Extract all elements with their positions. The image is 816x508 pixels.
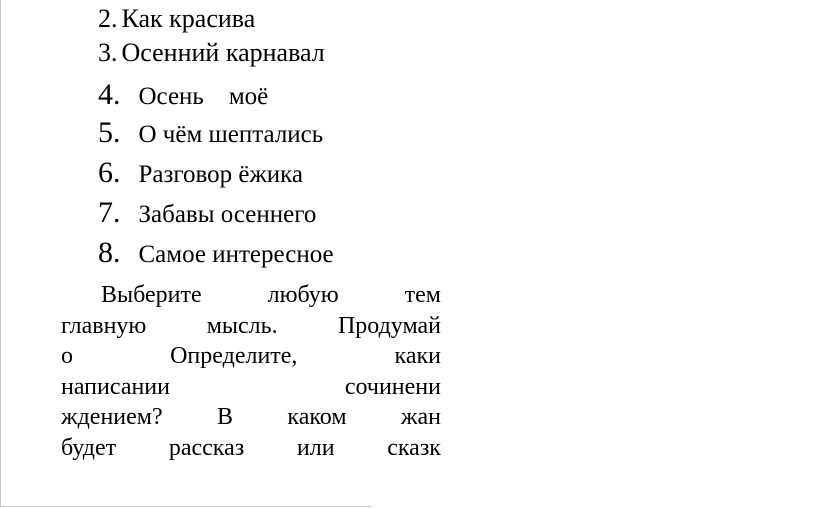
list-item-text: Осенний карнавал xyxy=(121,38,325,67)
word: мысль. xyxy=(206,312,278,339)
list-item-text: Разговор ёжика xyxy=(138,161,304,188)
list-item-text: Осень моё xyxy=(138,83,269,110)
paragraph-line xyxy=(61,402,441,433)
list-item xyxy=(98,236,334,270)
instruction-paragraph xyxy=(61,280,441,463)
list-item-text: Забавы осеннего xyxy=(138,201,317,228)
paragraph-line xyxy=(61,372,441,403)
paragraph-line xyxy=(61,280,441,311)
list-item-number: 4. xyxy=(98,78,121,111)
list-item-number: 5. xyxy=(98,116,121,149)
paragraph-line xyxy=(61,341,441,372)
word: сказк xyxy=(387,434,441,461)
word: Определите, xyxy=(170,343,298,369)
word: В xyxy=(217,404,234,430)
word: написании xyxy=(61,373,170,400)
word: будет xyxy=(61,434,117,461)
list-item xyxy=(98,196,316,230)
list-item-text: Как красива xyxy=(121,4,256,33)
list-item xyxy=(98,38,325,68)
list-item-text: Самое интересное xyxy=(138,241,334,268)
word: главную xyxy=(61,312,147,339)
list-item-number: 6. xyxy=(98,156,121,189)
word: о xyxy=(61,343,73,369)
word: каком xyxy=(287,404,347,430)
word: любую xyxy=(267,282,339,308)
list-item-text: О чём шептались xyxy=(138,121,324,148)
list-item-number: 3. xyxy=(98,38,118,67)
paragraph-line xyxy=(61,433,441,464)
list-item-number: 2. xyxy=(98,4,118,33)
word: Выберите xyxy=(101,282,202,308)
list-item-number: 7. xyxy=(98,196,121,229)
word: сочинени xyxy=(344,373,441,400)
word: ждением? xyxy=(61,404,163,430)
paragraph-line xyxy=(61,311,441,342)
word: Продумай xyxy=(337,312,441,339)
word: рассказ xyxy=(168,434,245,461)
list-item xyxy=(98,156,303,190)
list-item xyxy=(98,4,255,34)
word: каки xyxy=(394,343,441,369)
word: жан xyxy=(400,404,441,430)
list-item-number: 8. xyxy=(98,236,121,269)
list-item xyxy=(98,116,323,150)
word: тем xyxy=(404,282,441,308)
word: или xyxy=(296,434,335,461)
list-item xyxy=(98,78,268,112)
